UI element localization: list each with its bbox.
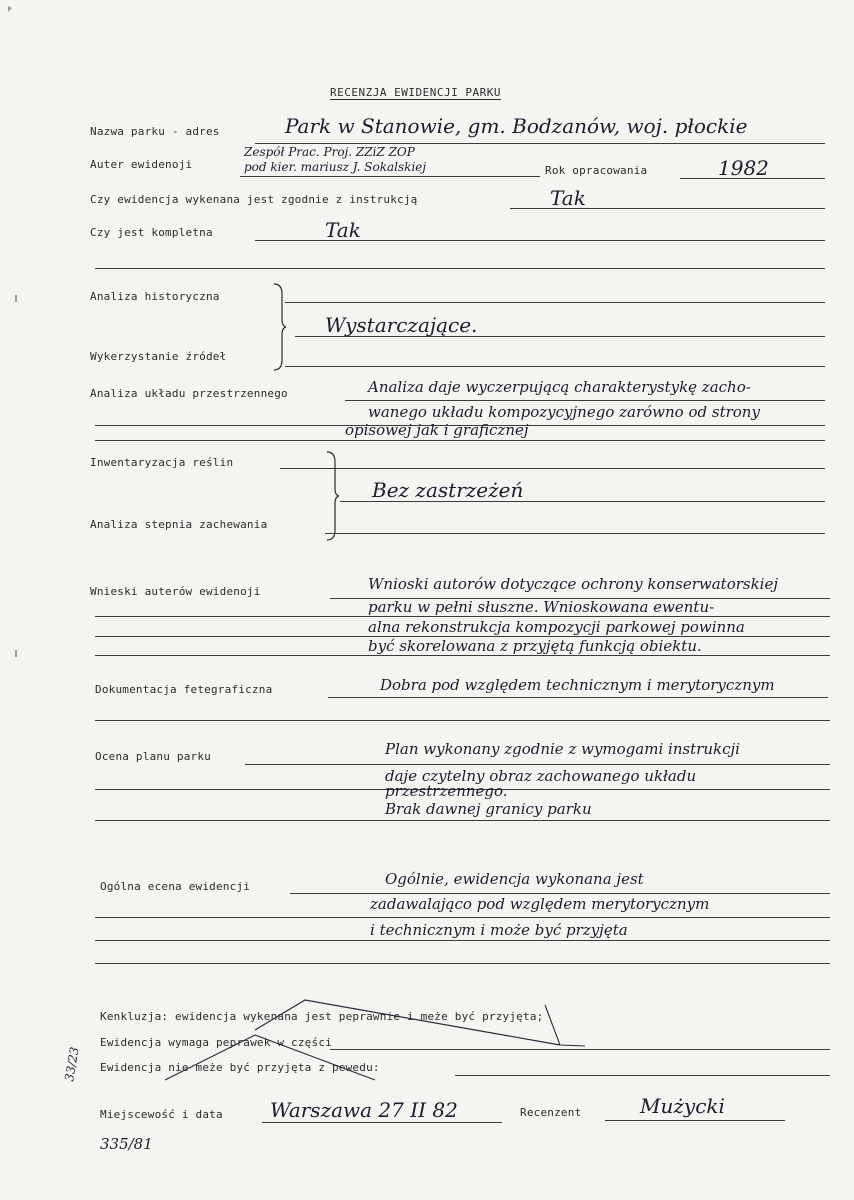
photo-documentation-label: Dokumentacja fetegraficzna bbox=[95, 683, 273, 696]
conclusions-value-line4: być skorelowana z przyjętą funkcją obiektu. bbox=[368, 637, 702, 655]
inventory-label: Inwentaryzacja reślin bbox=[90, 456, 234, 469]
complete-label: Czy jest kompletna bbox=[90, 226, 213, 239]
historical-value: Wystarczające. bbox=[325, 313, 478, 337]
spatial-value-line3: opisowej jak i graficznej bbox=[345, 421, 529, 439]
plan-value-line4: Brak dawnej granicy parku bbox=[385, 800, 592, 818]
page-title: RECENZJA EWIDENCJI PARKU bbox=[330, 86, 501, 99]
reviewer-signature: Mużycki bbox=[640, 1094, 725, 1118]
year-value: 1982 bbox=[718, 156, 769, 180]
year-label: Rok opracowania bbox=[545, 164, 648, 177]
inventory-value: Bez zastrzeżeń bbox=[372, 478, 524, 502]
author-value-line2: pod kier. mariusz J. Sokalskiej bbox=[244, 160, 427, 174]
park-name-value: Park w Stanowie, gm. Bodzanów, woj. płockie bbox=[285, 114, 748, 138]
conclusion-option-2: Ewidencja wymaga peprawek w części bbox=[100, 1036, 332, 1049]
historical-analysis-label: Analiza historyczna bbox=[90, 290, 220, 303]
reviewer-label: Recenzent bbox=[520, 1106, 582, 1119]
conformity-label: Czy ewidencja wykenana jest zgodnie z instrukcją bbox=[90, 193, 418, 206]
conclusion-option-1: Kenkluzja: ewidencja wykenana jest peprawnie i meże być przyjęta; bbox=[100, 1010, 544, 1023]
conclusions-value-line3: alna rekonstrukcja kompozycji parkowej powinna bbox=[368, 618, 745, 636]
plan-value-line3: przestrzennego. bbox=[385, 782, 508, 800]
overall-value-line2: zadawalająco pod względem merytorycznym bbox=[370, 895, 710, 913]
margin-number: 33/23 bbox=[62, 1045, 82, 1083]
conformity-value: Tak bbox=[550, 186, 586, 210]
place-date-value: Warszawa 27 II 82 bbox=[270, 1098, 458, 1122]
spatial-layout-label: Analiza układu przestrzennego bbox=[90, 387, 288, 400]
author-label: Auter ewidenoji bbox=[90, 158, 193, 171]
conclusions-value-line2: parku w pełni słuszne. Wnioskowana ewentu- bbox=[368, 598, 715, 616]
photo-documentation-value: Dobra pod względem technicznym i merytorycznym bbox=[380, 676, 775, 694]
spatial-value-line2: wanego układu kompozycyjnego zarówno od strony bbox=[368, 403, 760, 421]
plan-value-line2: daje czytelny obraz zachowanego układu bbox=[385, 767, 697, 785]
spatial-value-line1: Analiza daje wyczerpującą charakterystykę zacho- bbox=[368, 378, 751, 396]
place-date-label: Miejscewość i data bbox=[100, 1108, 223, 1121]
plan-label: Ocena planu parku bbox=[95, 750, 211, 763]
preservation-label: Analiza stepnia zachewania bbox=[90, 518, 268, 531]
conclusions-value-line1: Wnioski autorów dotyczące ochrony konserwatorskiej bbox=[368, 575, 779, 593]
conclusion-option-3: Ewidencja nie meże być przyjęta z pewedu: bbox=[100, 1061, 380, 1074]
overall-value-line3: i technicznym i może być przyjęta bbox=[370, 921, 628, 939]
author-value-line1: Zespół Prac. Proj. ZZiZ ZOP bbox=[244, 145, 415, 159]
complete-value: Tak bbox=[325, 218, 361, 242]
overall-label: Ogólna ecena ewidencji bbox=[100, 880, 251, 893]
park-name-label: Nazwa parku - adres bbox=[90, 125, 220, 138]
plan-value-line1: Plan wykonany zgodnie z wymogami instrukcji bbox=[385, 740, 740, 758]
overall-value-line1: Ogólnie, ewidencja wykonana jest bbox=[385, 870, 644, 888]
reference-number: 335/81 bbox=[100, 1135, 153, 1153]
conclusions-label: Wnieski auterów ewidenoji bbox=[90, 585, 261, 598]
sources-label: Wykerzystanie źródeł bbox=[90, 350, 227, 363]
